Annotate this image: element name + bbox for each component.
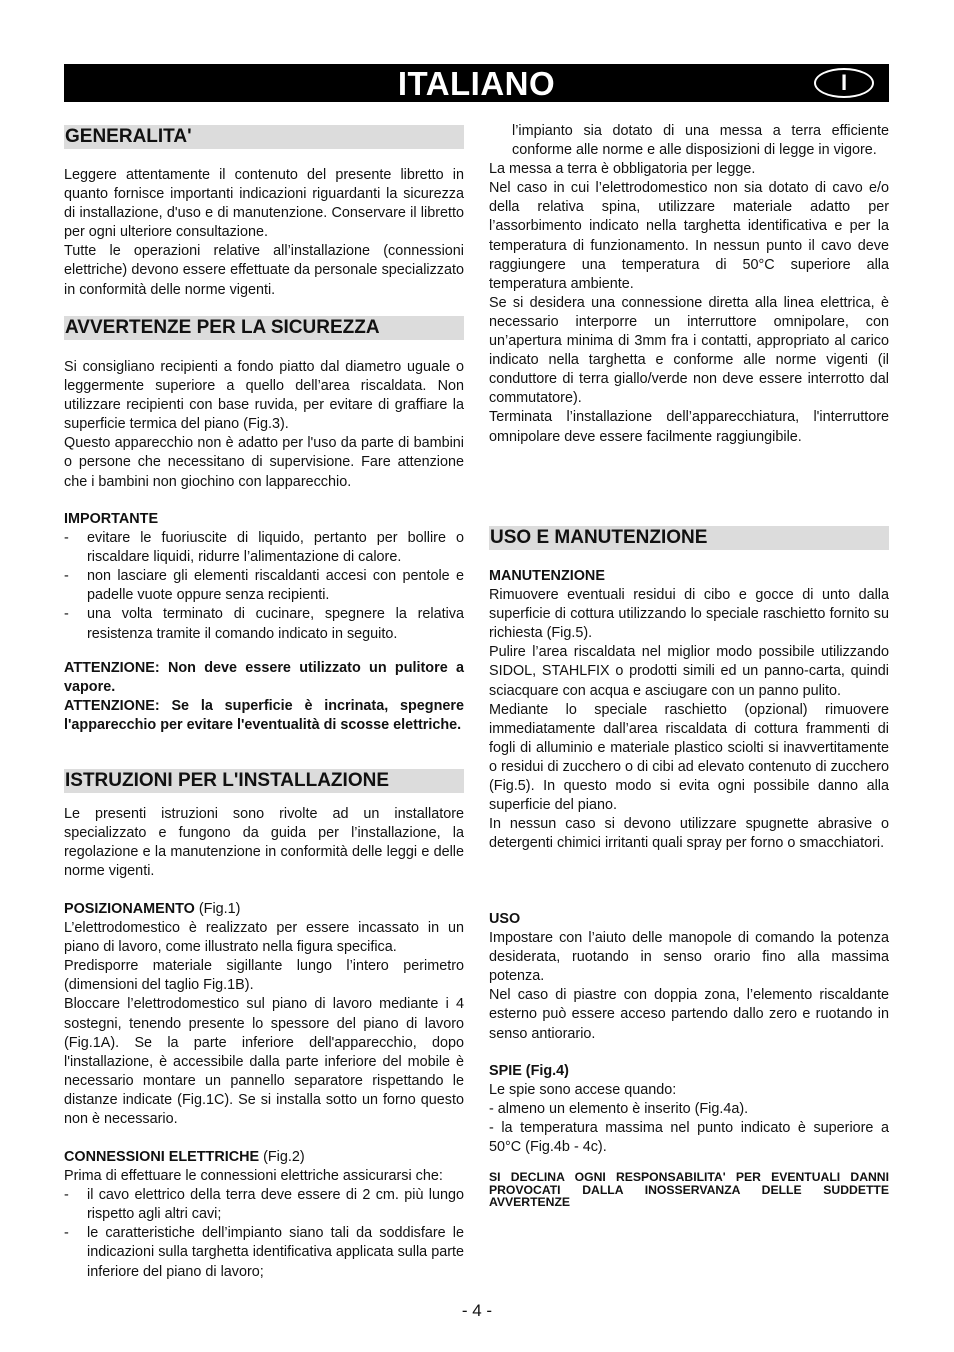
subheading-connessioni: CONNESSIONI ELETTRICHE [64,1149,260,1165]
language-badge: I [814,68,874,98]
connessioni-continued [489,122,889,447]
avvertenze-text [64,358,464,492]
importante-list [64,529,464,644]
section-heading-generalita: GENERALITA' [64,125,464,149]
paragraph: La messa a terra è obbligatoria per legge. [489,161,756,178]
paragraph: - la temperatura massima nel punto indicato è superiore a 50°C (Fig.4b - 4c). [489,1120,889,1156]
section-heading-avvertenze: AVVERTENZE PER LA SICUREZZA [64,316,464,340]
istruzioni-intro [64,805,464,881]
importante-block [64,510,464,644]
subheading-uso: USO [489,911,521,927]
subheading-posizionamento: POSIZIONAMENTO [64,901,195,917]
spie-block [489,1062,889,1157]
connessioni-block [64,1148,464,1282]
list-item: - non lasciare gli elementi riscaldanti accesi con pentole e padelle vuote oppure senza recipienti. [64,568,464,604]
generalita-text [64,166,464,300]
paragraph: Mediante lo speciale raschietto (opzional) rimuovere immediatamente dall’area riscaldata di cottura frammenti di fogli di alluminio e materiale plastico sciolti si inavvertitamente o residui di zucchero o di cibi ad elevato contenuto di zucchero (Fig.5). In questo modo si evita ogni possibile danno alla superficie del piano. [489,701,889,814]
connessioni-list [64,1186,464,1281]
figure-ref: (Fig.2) [259,1149,305,1165]
paragraph: Leggere attentamente il contenuto del presente libretto in quanto fornisce importanti indicazioni riguardanti la sicurezza di installazione, d'uso e di manutenzione. Conservare il libretto per ogni ulteriore consultazione. [64,167,464,241]
paragraph: L’elettrodomestico è realizzato per essere incassato in un piano di lavoro, come illustrato nella figura specifica. [64,920,464,956]
paragraph: Se si desidera una connessione diretta alla linea elettrica, è necessario interporre un interruttore omnipolare, con un’apertura minima di 3mm fra i contatti, appropriato al carico indicato nella targhetta e conforme alle norme vigenti (il conduttore di terra giallo/verde non deve essere interrotto dal commutatore). [489,294,889,407]
list-item: - le caratteristiche dell’impianto siano tali da soddisfare le indicazioni sulla targhetta identificativa applicata sulla parte inferiore del piano di lavoro; [64,1225,464,1280]
paragraph: Bloccare l’elettrodomestico sul piano di lavoro mediante i 4 sostegni, tenendo presente lo spessore del piano di lavoro (Fig.1A). Se la parte inferiore dell'apparecchio, dopo l'installazione, è accessibile dalla parte inferiore del mobile è necessario montare un pannello separatore rispettando le distanze indicate (Fig.1C). Se si installa sotto un forno questo non è necessario. [64,996,464,1128]
paragraph: Prima di effettuare le connessioni elettriche assicurarsi che: [64,1168,443,1185]
uso-block [489,910,889,1044]
section-heading-istruzioni: ISTRUZIONI PER L'INSTALLAZIONE [64,769,464,793]
list-item: - il cavo elettrico della terra deve essere di 2 cm. più lungo rispetto agli altri cavi; [64,1187,464,1223]
page-number: - 4 - [461,1301,493,1320]
subheading-spie: SPIE (Fig.4) [489,1063,569,1079]
posizionamento-block [64,900,464,1129]
list-item: - evitare le fuoriuscite di liquido, pertanto per bollire o riscaldare liquidi, ridurre l’alimentazione di calore. [64,530,464,566]
paragraph: Rimuovere eventuali residui di cibo e gocce di unto dalla superficie di cottura utilizzando lo speciale raschietto fornito su richiesta (Fig.5). [489,587,889,642]
section-heading-uso-manutenzione: USO E MANUTENZIONE [489,526,889,550]
paragraph: Pulire l’area riscaldata nel miglior modo possibile utilizzando SIDOL, STAHLFIX o prodotti simili ed un panno-carta, quindi sciacquare con acqua e asciugare con un panno pulito. [489,644,889,699]
attenzione-block [64,659,464,735]
paragraph: - almeno un elemento è inserito (Fig.4a). [489,1101,749,1118]
subheading-importante: IMPORTANTE [64,511,159,527]
disclaimer: SI DECLINA OGNI RESPONSABILITA' PER EVENTUALI DANNI PROVOCATI DALLA INOSSERVANZA DELLE SUDDETTE AVVERTENZE [489,1170,889,1209]
manutenzione-block [489,567,889,853]
page-title: ITALIANO [397,65,556,102]
paragraph: Si consigliano recipienti a fondo piatto dal diametro uguale o leggermente superiore a quello dell’area riscaldata. Non utilizzare recipienti con base ruvida, per evitare di graffiare la superficie termica del piano (Fig.3). [64,359,464,433]
paragraph: Le presenti istruzioni sono rivolte ad un installatore specializzato e fungono da guida per l’installazione, la regolazione e la manutenzione in conformità delle leggi e delle norme vigenti. [64,806,464,880]
list-item: - una volta terminato di cucinare, spegnere la relativa resistenza tramite il comando indicato in seguito. [64,606,464,642]
figure-ref: (Fig.1) [194,901,241,917]
paragraph: Questo apparecchio non è adatto per l'uso da parte di bambini o persone che necessitano di supervisione. Fare attenzione che i bambini non giochino con lapparecchio. [64,435,464,490]
subheading-manutenzione: MANUTENZIONE [489,568,605,584]
warning-cracked: ATTENZIONE: Se la superficie è incrinata, spegnere l'apparecchio per evitare l'eventualità di scosse elettriche. [64,698,464,734]
list-item-continued: l’impianto sia dotato di una messa a terra efficiente conforme alle norme e alle disposizioni di legge in vigore. [512,123,889,159]
paragraph: In nessun caso si devono utilizzare spugnette abrasive o detergenti chimici irritanti quali spray per forno o smacchiatori. [489,816,889,852]
paragraph: Predisporre materiale sigillante lungo l’intero perimetro (dimensioni del taglio Fig.1B). [64,958,464,994]
paragraph: Nel caso di piastre con doppia zona, l’elemento riscaldante esterno può essere acceso partendo dallo zero e ruotando in senso antiorario. [489,987,889,1042]
paragraph: Nel caso in cui l’elettrodomestico non sia dotato di cavo e/o della relativa spina, utilizzare materiale adatto per l’assorbimento indicato nella targhetta identificativa e per la temperatura di funzionamento. In nessun punto il cavo deve raggiungere una temperatura di 50°C superiore alla temperatura ambiente. [489,180,889,292]
language-banner [64,64,889,102]
warning-steam: ATTENZIONE: Non deve essere utilizzato un pulitore a vapore. [64,660,464,696]
paragraph: Impostare con l’aiuto delle manopole di comando la potenza desiderata, ruotando in senso orario fino alla massima potenza. [489,930,889,985]
connessioni-list-continued [489,122,889,160]
paragraph: Terminata l’installazione dell’apparecchiatura, l'interruttore omnipolare deve essere facilmente raggiungibile. [489,409,889,445]
paragraph: Le spie sono accese quando: [489,1082,677,1099]
paragraph: Tutte le operazioni relative all’installazione (connessioni elettriche) devono essere effettuate da personale specializzato in conformità delle norme vigenti. [64,243,464,298]
